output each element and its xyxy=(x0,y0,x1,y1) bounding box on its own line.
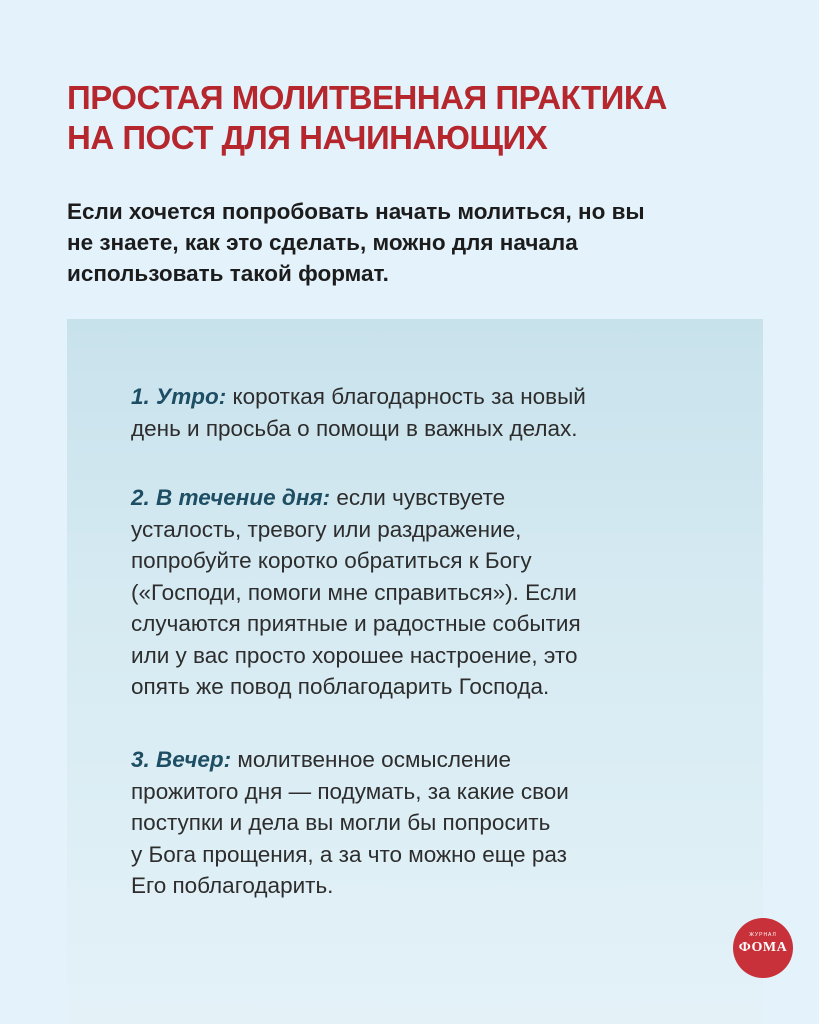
step-label: 1. Утро: xyxy=(131,384,227,409)
step-day xyxy=(131,482,731,703)
step-text: опять же повод поблагодарить Господа. xyxy=(131,674,550,699)
title-line: ПРОСТАЯ МОЛИТВЕННАЯ ПРАКТИКА xyxy=(67,79,667,116)
step-text: Его поблагодарить. xyxy=(131,873,334,898)
step-morning xyxy=(131,381,731,444)
step-text: попробуйте коротко обратиться к Богу xyxy=(131,548,532,573)
step-text: если чувствуете xyxy=(330,485,506,510)
step-label: 3. Вечер: xyxy=(131,747,232,772)
intro-line: использовать такой формат. xyxy=(67,261,389,286)
logo-subtitle: ЖУРНАЛ xyxy=(749,932,777,938)
practice-panel xyxy=(67,319,763,1024)
step-text: случаются приятные и радостные события xyxy=(131,611,581,636)
step-text: молитвенное осмысление xyxy=(231,747,511,772)
page-title xyxy=(67,78,767,158)
logo-title: ФОМА xyxy=(738,940,788,955)
intro-line: Если хочется попробовать начать молиться, но вы xyxy=(67,199,645,224)
step-text: у Бога прощения, а за что можно еще раз xyxy=(131,841,567,867)
intro-line: не знаете, как это сделать, можно для начала xyxy=(67,230,578,255)
step-label: 2. В течение дня: xyxy=(131,485,331,510)
step-text: поступки и дела вы могли бы попросить xyxy=(131,810,551,835)
step-text: или у вас просто хорошее настроение, это xyxy=(131,642,578,668)
foma-logo xyxy=(733,918,793,978)
step-text: усталость, тревогу или раздражение, xyxy=(131,516,522,542)
step-evening xyxy=(131,744,731,902)
step-text: короткая благодарность за новый xyxy=(226,384,586,409)
step-text: («Господи, помоги мне справиться»). Если xyxy=(131,579,577,605)
step-text: прожитого дня — подумать, за какие свои xyxy=(131,778,569,804)
step-text: день и просьба о помощи в важных делах. xyxy=(131,415,578,441)
title-line: НА ПОСТ ДЛЯ НАЧИНАЮЩИХ xyxy=(67,119,548,156)
intro-text xyxy=(67,196,787,289)
